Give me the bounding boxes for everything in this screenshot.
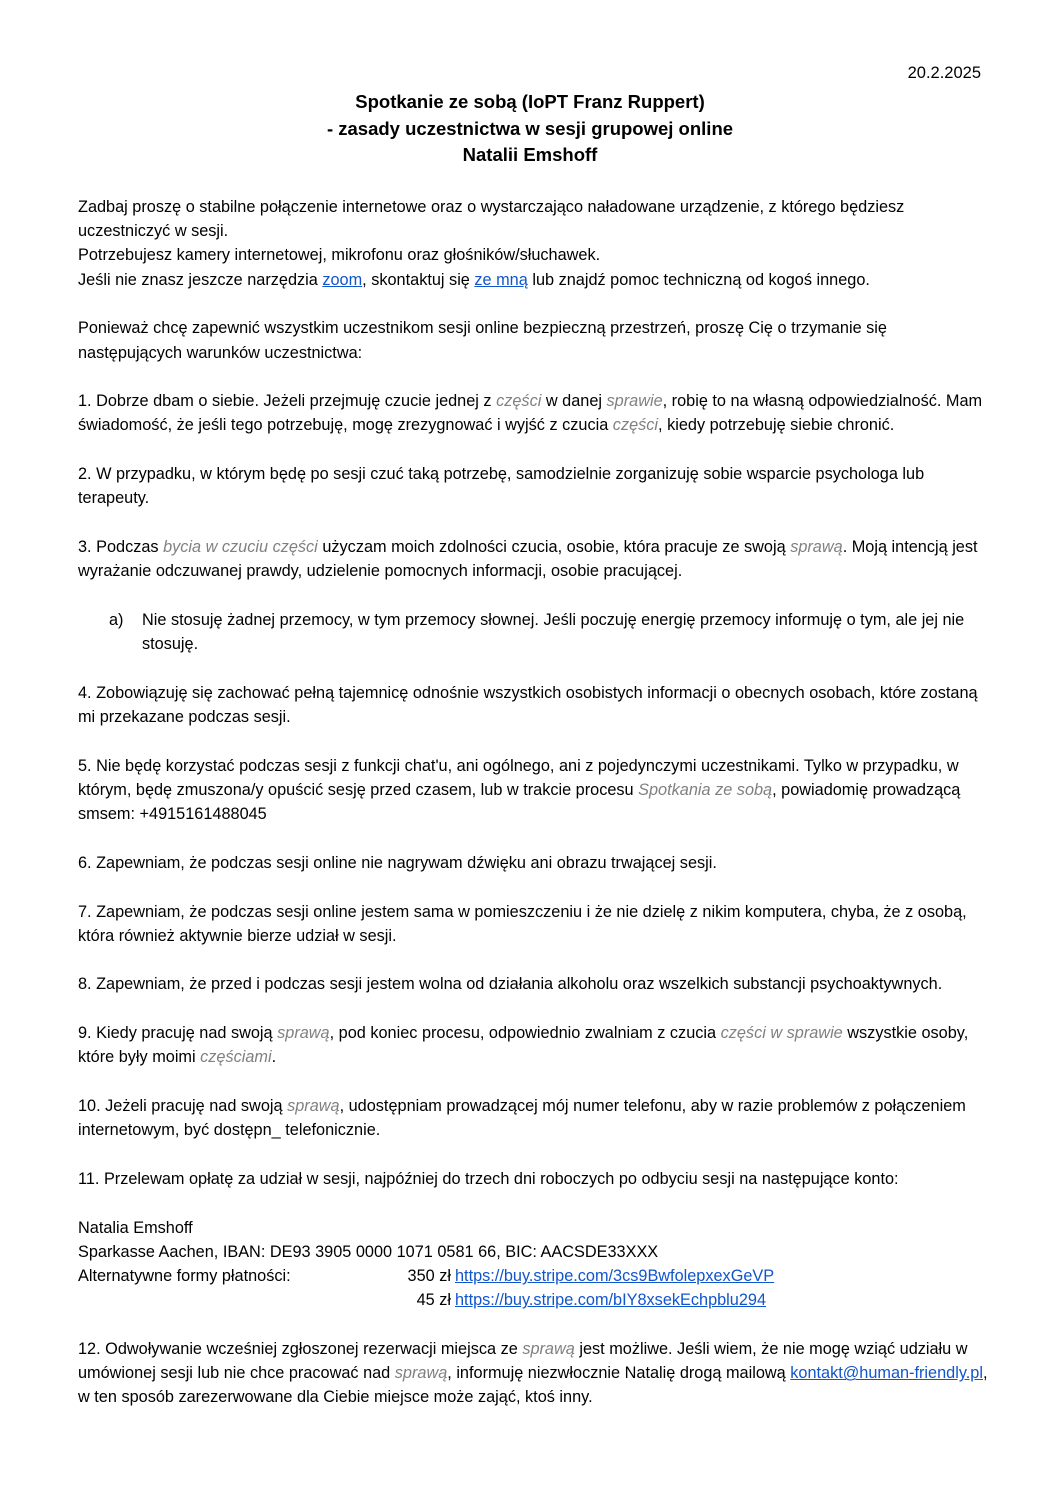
term: sprawą [277, 1024, 330, 1043]
term: części [612, 416, 659, 435]
document-body [78, 195, 988, 1410]
rule-7: 7. Zapewniam, że podczas sesji online jestem sama w pomieszczeniu i że nie dzielę z nikim komputera, chyba, że z osobą, która również aktywnie bierze udział w sesji. [78, 902, 967, 945]
text: jest możliwe. Jeśli wiem, że nie mogę wziąć udziału w umówionej sesji lub nie chce pracować nad [78, 1340, 968, 1383]
payment-details [78, 1216, 988, 1313]
text: Nie stosuję żadnej przemocy, w tym przemocy słownej. Jeśli poczuję energię przemocy informuję o tym, ale jej nie stosuję. [142, 610, 965, 654]
email-link[interactable]: kontakt@human-friendly.pl [790, 1364, 983, 1383]
intro-paragraph-3 [78, 268, 988, 292]
term: częściami [200, 1048, 272, 1067]
text: , powiadomię prowadzącą smsem: +4915161488045 [78, 780, 961, 824]
rule-3a [78, 608, 988, 656]
title-line-3: Natalii Emshoff [462, 144, 598, 165]
text: , robię to na własną odpowiedzialność. Mam świadomość, że jeśli tego potrzebuję, mogę zrezygnować i wyjść z czucia [78, 392, 983, 435]
payment-option-row [78, 1288, 988, 1312]
payment-amount: 350 zł [407, 1267, 451, 1286]
term: sprawą [394, 1364, 448, 1383]
intro-paragraph-4: Ponieważ chcę zapewnić wszystkim uczestnikom sesji online bezpieczną przestrzeń, proszę Cię o trzymanie się następujących warunków uczestnictwa: [78, 319, 887, 362]
bank-details: Sparkasse Aachen, IBAN: DE93 3905 0000 1071 0581 66, BIC: AACSDE33XXX [78, 1242, 659, 1261]
rule-6: 6. Zapewniam, że podczas sesji online nie nagrywam dźwięku ani obrazu trwającej sesji. [78, 853, 717, 872]
text: , w ten sposób zarezerwowane dla Ciebie miejsce może zająć, ktoś inny. [78, 1364, 988, 1407]
text: 1. Dobrze dbam o siebie. Jeżeli przejmuję czucie jednej z [78, 392, 497, 411]
text: , pod koniec procesu, odpowiednio zwalniam z czucia [329, 1024, 721, 1043]
term: sprawą [287, 1097, 340, 1116]
text: 12. Odwoływanie wcześniej zgłoszonej rezerwacji miejsca ze [78, 1340, 523, 1358]
text: . Moją intencją jest wyrażanie odczuwanej prawdy, udzielenie pomocnych informacji, osobie pracującej. [78, 538, 978, 581]
term: części w sprawie [720, 1024, 843, 1043]
text: wszystkie osoby, które były moimi [78, 1024, 969, 1067]
text: , skontaktuj się [362, 270, 475, 289]
text: Jeśli nie znasz jeszcze narzędzia [78, 270, 323, 289]
list-marker: a) [109, 610, 124, 629]
rule-3 [78, 535, 988, 583]
term: sprawą [790, 538, 843, 557]
term: sprawie [606, 392, 663, 411]
rule-2: 2. W przypadku, w którym będę po sesji czuć taką potrzebę, samodzielnie zorganizuję sobie wsparcie psychologa lub terapeuty. [78, 465, 925, 508]
text: 10. Jeżeli pracuję nad swoją [78, 1097, 288, 1116]
text: . [271, 1048, 277, 1067]
alt-payment-label: Alternatywne formy płatności: [78, 1267, 291, 1286]
rule-1 [78, 389, 988, 437]
rule-9 [78, 1021, 988, 1069]
term: bycia w czuciu części [163, 538, 318, 557]
document-date: 20.2.2025 [907, 64, 981, 82]
text: , udostępniam prowadzącej mój numer telefonu, aby w razie problemów z połączeniem internetowym, być dostępn_ telefonicznie. [78, 1097, 966, 1140]
intro-paragraph-2: Potrzebujesz kamery internetowej, mikrofonu oraz głośników/słuchawek. [78, 246, 601, 265]
document-title [0, 89, 1060, 169]
stripe-payment-link-45[interactable]: https://buy.stripe.com/bIY8xsekEchpblu294 [455, 1291, 767, 1310]
text: 5. Nie będę korzystać podczas sesji z funkcji chat'u, ani ogólnego, ani z pojedynczymi uczestnikami. Tylko w przypadku, w którym, będę zmuszona/y opuścić sesję przed czasem, lub w trakcie procesu [78, 756, 959, 799]
rule-12 [78, 1337, 988, 1410]
rule-4: 4. Zobowiązuję się zachować pełną tajemnicę odnośnie wszystkich osobistych informacji o obecnych osobach, które zostaną mi przekazane podczas sesji. [78, 683, 978, 727]
term: części [496, 392, 542, 411]
rule-10 [78, 1094, 988, 1142]
rule-5 [78, 754, 988, 827]
zoom-link[interactable]: zoom [322, 270, 363, 289]
text: użyczam moich zdolności czucia, osobie, która pracuje ze swoją [317, 538, 791, 557]
text: 9. Kiedy pracuję nad swoją [78, 1024, 278, 1043]
rule-11: 11. Przelewam opłatę za udział w sesji, najpóźniej do trzech dni roboczych po odbyciu sesji na następujące konto: [78, 1169, 899, 1188]
stripe-payment-link-350[interactable]: https://buy.stripe.com/3cs9BwfolepxexGeVP [455, 1267, 775, 1286]
title-line-2: - zasady uczestnictwa w sesji grupowej online [326, 117, 734, 139]
text: , informuję niezwłocznie Natalię drogą mailową [447, 1364, 791, 1383]
title-line-1: Spotkanie ze sobą (IoPT Franz Ruppert) [355, 91, 705, 112]
text: w danej [541, 392, 607, 411]
text: , kiedy potrzebuję siebie chronić. [658, 416, 895, 435]
text: 3. Podczas [78, 538, 164, 557]
payment-option-row [78, 1264, 988, 1288]
term: Spotkania ze sobą [638, 780, 773, 799]
contact-me-link[interactable]: ze mną [474, 270, 528, 289]
intro-paragraph-1: Zadbaj proszę o stabilne połączenie internetowe oraz o wystarczająco naładowane urządzenie, z którego będziesz uczestniczyć w sesji. [78, 198, 905, 241]
text: lub znajdź pomoc techniczną od kogoś innego. [527, 270, 870, 289]
account-holder: Natalia Emshoff [78, 1218, 193, 1237]
term: sprawą [522, 1340, 575, 1358]
rule-8: 8. Zapewniam, że przed i podczas sesji jestem wolna od działania alkoholu oraz wszelkich substancji psychoaktywnych. [78, 975, 943, 994]
payment-amount: 45 zł [416, 1291, 451, 1310]
